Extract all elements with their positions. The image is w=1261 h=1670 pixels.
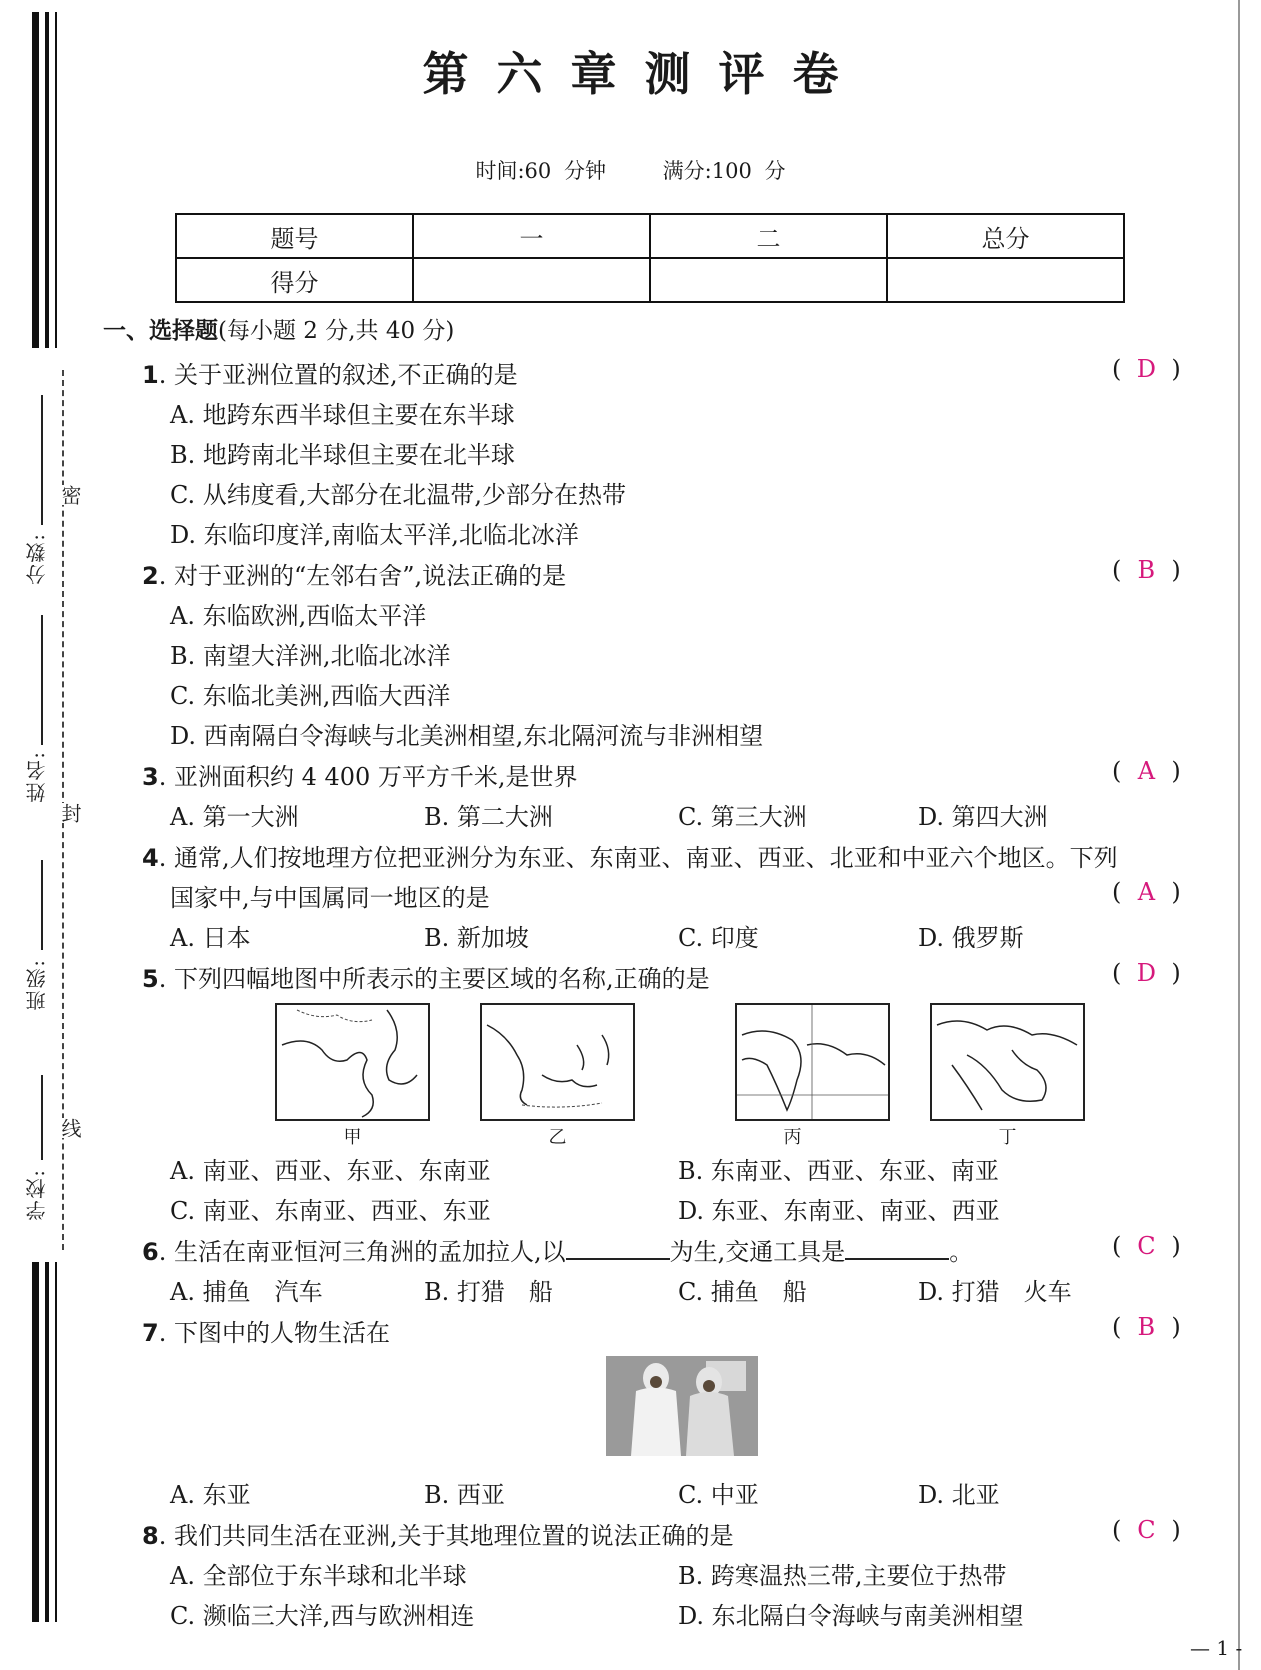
question-4 — [142, 838, 1118, 873]
answer-1 — [1112, 355, 1181, 383]
answer-letter: D — [1136, 355, 1156, 383]
option[interactable]: A. 第一大洲 — [170, 803, 299, 831]
option[interactable]: B. 地跨南北半球但主要在北半球 — [170, 441, 515, 469]
question-number: 2 — [142, 562, 159, 590]
option[interactable]: A. 捕鱼 汽车 — [170, 1278, 323, 1306]
name-label: 姓名: — [25, 750, 49, 803]
question-7 — [142, 1313, 390, 1348]
option[interactable]: A. 日本 — [170, 924, 251, 952]
question-3 — [142, 757, 578, 792]
paren-open: ( — [1112, 1516, 1122, 1544]
option[interactable]: D. 打猎 火车 — [918, 1278, 1072, 1306]
school-label: 学校: — [25, 1168, 49, 1221]
option[interactable]: C. 南亚、东南亚、西亚、东亚 — [170, 1197, 491, 1225]
answer-6 — [1112, 1232, 1181, 1260]
option[interactable]: C. 印度 — [678, 924, 759, 952]
score-table-cell: 一 — [413, 214, 650, 258]
option[interactable]: D. 北亚 — [918, 1481, 1000, 1509]
option[interactable]: C. 濒临三大洋,西与欧洲相连 — [170, 1602, 475, 1630]
paren-close: ) — [1171, 757, 1181, 785]
question-text: . 下列四幅地图中所表示的主要区域的名称,正确的是 — [158, 965, 710, 993]
option[interactable]: D. 东亚、东南亚、南亚、西亚 — [678, 1197, 1000, 1225]
question-number: 3 — [142, 763, 159, 791]
answer-4 — [1112, 878, 1181, 906]
question-number: 6 — [142, 1238, 159, 1266]
seal-feng: 封 — [56, 803, 85, 823]
score-input-cell[interactable] — [413, 258, 650, 302]
answer-2 — [1112, 556, 1181, 584]
map-caption: 丁 — [998, 1127, 1017, 1148]
question-text: . 关于亚洲位置的叙述,不正确的是 — [158, 361, 518, 389]
paren-close: ) — [1171, 1313, 1181, 1341]
question-text: 为生,交通工具是 — [669, 1238, 846, 1266]
score-table-row — [176, 258, 1124, 302]
option[interactable]: C. 东临北美洲,西临大西洋 — [170, 682, 451, 710]
option[interactable]: B. 第二大洲 — [424, 803, 553, 831]
answer-letter: A — [1137, 757, 1156, 785]
score-table — [175, 213, 1125, 303]
seal-xian: 线 — [56, 1118, 85, 1138]
class-label: 班级: — [25, 958, 49, 1011]
option[interactable]: C. 第三大洲 — [678, 803, 807, 831]
binding-bar-6 — [55, 1262, 57, 1622]
option[interactable]: A. 东临欧洲,西临太平洋 — [170, 602, 427, 630]
map-southeast-asia — [480, 1003, 635, 1121]
full-score: 满分:100 分 — [662, 159, 786, 183]
map-east-asia — [275, 1003, 430, 1121]
map-caption: 丙 — [783, 1127, 802, 1148]
page-title: 第六章测评卷 — [422, 47, 867, 101]
answer-7 — [1112, 1313, 1181, 1341]
option[interactable]: A. 东亚 — [170, 1481, 251, 1509]
option[interactable]: B. 新加坡 — [424, 924, 529, 952]
score-table-cell: 总分 — [887, 214, 1124, 258]
option[interactable]: A. 南亚、西亚、东亚、东南亚 — [170, 1157, 491, 1185]
answer-letter: D — [1136, 959, 1156, 987]
option[interactable]: C. 从纬度看,大部分在北温带,少部分在热带 — [170, 481, 627, 509]
map-west-asia — [930, 1003, 1085, 1121]
paren-open: ( — [1112, 556, 1122, 584]
option[interactable]: A. 全部位于东半球和北半球 — [170, 1562, 467, 1590]
option[interactable]: B. 南望大洋洲,北临北冰洋 — [170, 642, 451, 670]
answer-8 — [1112, 1516, 1181, 1544]
map-caption: 甲 — [343, 1127, 362, 1148]
option[interactable]: B. 打猎 船 — [424, 1278, 553, 1306]
question-5 — [142, 959, 710, 994]
question-number: 4 — [142, 844, 159, 872]
question-text: . 下图中的人物生活在 — [158, 1319, 390, 1347]
answer-letter: C — [1137, 1232, 1156, 1260]
binding-bar-5 — [45, 1262, 49, 1622]
school-line — [41, 1075, 43, 1160]
paren-close: ) — [1171, 878, 1181, 906]
question-6 — [142, 1232, 973, 1267]
time-limit: 时间:60 分钟 — [475, 159, 606, 183]
seal-mi: 密 — [56, 485, 85, 505]
section-note: (每小题 2 分,共 40 分) — [218, 318, 455, 344]
option[interactable]: D. 东临印度洋,南临太平洋,北临北冰洋 — [170, 521, 579, 549]
score-table-cell: 二 — [650, 214, 887, 258]
question-2 — [142, 556, 566, 591]
question-text: . 通常,人们按地理方位把亚洲分为东亚、东南亚、南亚、西亚、北亚和中亚六个地区。下列 — [158, 844, 1118, 872]
score-table-cell: 题号 — [176, 214, 413, 258]
question-4-line-2: 国家中,与中国属同一地区的是 — [170, 884, 490, 912]
binding-bar-4 — [32, 1262, 39, 1622]
question-number: 5 — [142, 965, 159, 993]
option[interactable]: A. 地跨东西半球但主要在东半球 — [170, 401, 515, 429]
fill-blank[interactable] — [566, 1240, 670, 1260]
option[interactable]: C. 中亚 — [678, 1481, 759, 1509]
option[interactable]: C. 捕鱼 船 — [678, 1278, 807, 1306]
option[interactable]: D. 西南隔白令海峡与北美洲相望,东北隔河流与非洲相望 — [170, 722, 764, 750]
score-input-cell[interactable] — [887, 258, 1124, 302]
answer-letter: B — [1137, 1313, 1156, 1341]
photo-two-men-in-robes — [606, 1356, 758, 1456]
right-margin-rule — [1238, 0, 1240, 1670]
question-8 — [142, 1516, 734, 1551]
option[interactable]: D. 俄罗斯 — [918, 924, 1024, 952]
exam-info — [0, 155, 1261, 185]
answer-letter: A — [1137, 878, 1156, 906]
answer-3 — [1112, 757, 1181, 785]
paren-open: ( — [1112, 878, 1122, 906]
class-line — [41, 860, 43, 950]
option[interactable]: D. 第四大洲 — [918, 803, 1048, 831]
name-line — [41, 615, 43, 745]
paren-close: ) — [1171, 959, 1181, 987]
paren-close: ) — [1171, 556, 1181, 584]
section-title: 一、选择题 — [103, 318, 218, 344]
option[interactable]: B. 跨寒温热三带,主要位于热带 — [678, 1562, 1007, 1590]
answer-letter: B — [1137, 556, 1156, 584]
paren-open: ( — [1112, 959, 1122, 987]
section-heading — [103, 312, 454, 345]
option[interactable]: D. 东北隔白令海峡与南美洲相望 — [678, 1602, 1024, 1630]
paren-open: ( — [1112, 355, 1122, 383]
map-caption: 乙 — [548, 1127, 567, 1148]
page-number: — 1 - — [1190, 1636, 1243, 1660]
paren-close: ) — [1171, 1232, 1181, 1260]
paren-open: ( — [1112, 1313, 1122, 1341]
question-text: . 亚洲面积约 4 400 万平方千米,是世界 — [158, 763, 578, 791]
score-table-header — [176, 214, 1124, 258]
paren-close: ) — [1171, 1516, 1181, 1544]
question-text: . 我们共同生活在亚洲,关于其地理位置的说法正确的是 — [158, 1522, 734, 1550]
option[interactable]: B. 西亚 — [424, 1481, 505, 1509]
map-south-asia — [735, 1003, 890, 1121]
score-line — [41, 395, 43, 525]
option[interactable]: B. 东南亚、西亚、东亚、南亚 — [678, 1157, 999, 1185]
question-text: . 对于亚洲的“左邻右舍”,说法正确的是 — [158, 562, 567, 590]
question-number: 1 — [142, 361, 159, 389]
answer-letter: C — [1137, 1516, 1156, 1544]
question-number: 8 — [142, 1522, 159, 1550]
score-table-cell: 得分 — [176, 258, 413, 302]
question-text: . 生活在南亚恒河三角洲的孟加拉人,以 — [158, 1238, 566, 1266]
fill-blank[interactable] — [845, 1240, 949, 1260]
score-label: 分数: — [25, 532, 49, 585]
paren-open: ( — [1112, 1232, 1122, 1260]
question-1 — [142, 355, 518, 390]
answer-5 — [1112, 959, 1181, 987]
paren-open: ( — [1112, 757, 1122, 785]
question-number: 7 — [142, 1319, 159, 1347]
score-input-cell[interactable] — [650, 258, 887, 302]
question-text: 。 — [949, 1238, 974, 1266]
paren-close: ) — [1171, 355, 1181, 383]
